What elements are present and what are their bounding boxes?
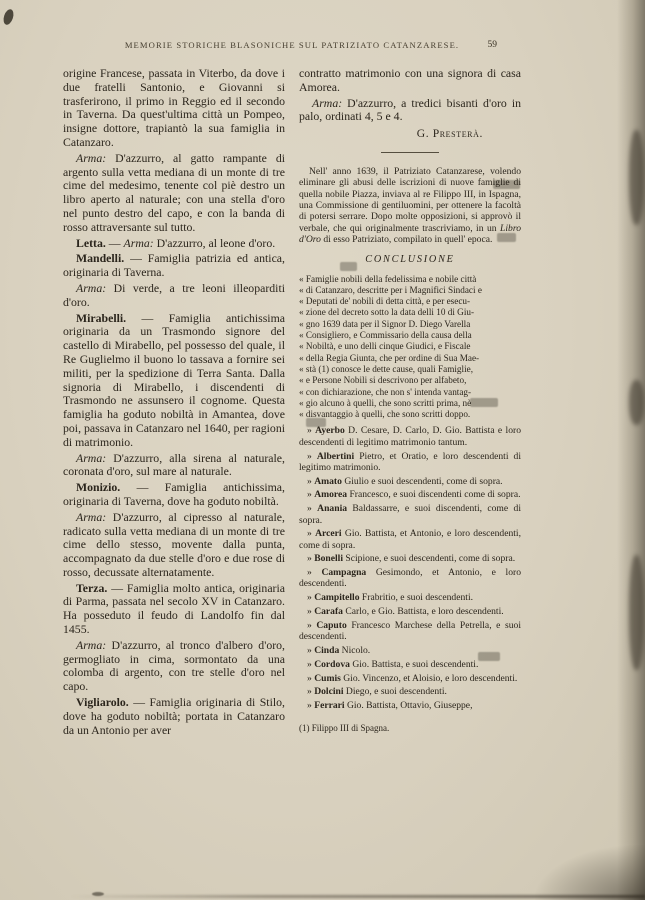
register-entry: [299, 620, 521, 643]
entry-family-name: Cinda: [314, 644, 340, 656]
arma-paragraph: [63, 639, 285, 694]
family-paragraph: [63, 312, 285, 450]
quoted-decree: [299, 274, 521, 421]
entry-family-name: Cumis: [314, 672, 341, 684]
entry-family-name: Bonelli: [314, 553, 343, 565]
page-content: [63, 40, 521, 739]
entry-family-name: Amorea: [314, 489, 348, 501]
guillemet: »: [307, 644, 315, 656]
entry-text: Gesimondo, et Antonio, e loro descendenti.: [299, 567, 521, 590]
register-entry: [299, 425, 521, 448]
entry-family-name: Ferrari: [314, 700, 345, 712]
dash: —: [105, 235, 124, 250]
section-heading: CONCLUSIONE: [365, 254, 455, 266]
guillemet: »: [307, 686, 315, 698]
page-edge-stain: [629, 555, 644, 670]
ink-blot: [92, 892, 104, 896]
guillemet: »: [307, 567, 322, 579]
family-paragraph: [63, 237, 285, 251]
left-column: [63, 67, 285, 739]
entry-text: Carlo, e Gio. Battista, e loro descendenti.: [342, 606, 504, 618]
family-name: Mandelli.: [76, 251, 125, 266]
paragraph-text: D'azzurro, al cipresso al naturale, radicato sulla vetta mediana di un monte di tre cime dello stesso, movente dalla punta, accompagnato da due stelle d'oro e due rose di rosso, decussate alternatamente.: [63, 509, 285, 579]
entry-text: Gio. Battista, et Antonio, e loro descendenti, come di sopra.: [299, 528, 521, 551]
arma-paragraph: [63, 511, 285, 580]
guillemet: »: [307, 528, 316, 540]
family-paragraph: [63, 696, 285, 737]
register-entry: [299, 553, 521, 564]
arma-label: Arma:: [76, 450, 107, 465]
entry-text: Francesco Marchese della Petrella, e suoi descendenti.: [299, 619, 521, 643]
quote-line: « di Catanzaro, descritte per i Magnifici Sindaci e: [299, 284, 482, 295]
entry-text: Gio. Battista, Ottavio, Giuseppe,: [344, 700, 473, 712]
entry-family-name: Amato: [314, 475, 342, 487]
guillemet: »: [307, 606, 315, 618]
quote-line: « Consigliero, e Commissario della causa della: [299, 330, 472, 341]
guillemet: »: [307, 619, 317, 631]
guillemet: »: [307, 425, 316, 437]
small-print-section: [299, 166, 521, 735]
arma-paragraph: [63, 282, 285, 310]
entry-family-name: Anania: [317, 503, 348, 515]
family-name: Monizio.: [76, 480, 121, 495]
guillemet: »: [307, 592, 315, 604]
register-entry: [299, 645, 521, 656]
quote-line: « zione del decreto sotto la data delli 10 di Giu-: [299, 307, 475, 318]
corner-shadow: [535, 845, 645, 900]
paragraph-text: D'azzurro, al gatto rampante di argento sulla vetta mediana di un monte di tre cime del medesimo, tenente col piè destro un libro aperto al naturale; con una stella d'oro nel punto destro del capo, e con la banda di rosso attraversante sul tutto.: [63, 150, 285, 234]
page-edge-stain: [629, 130, 644, 225]
entry-family-name: Arceri: [315, 528, 342, 540]
register-entry: [299, 528, 521, 551]
quote-line: « Nobiltà, e uno delli cinque Giudici, e Fiscale: [299, 341, 471, 352]
paragraph-text: Di verde, a tre leoni illeoparditi d'oro.: [63, 280, 285, 309]
guillemet: »: [307, 553, 315, 565]
paragraph-text: — Famiglia antichissima, originaria di Taverna, dove ha goduto nobiltà.: [63, 480, 285, 508]
family-paragraph: [63, 481, 285, 509]
register-entry: [299, 606, 521, 617]
entry-family-name: Ayerbo: [315, 425, 345, 437]
paragraph-text: contratto matrimonio con una signora di casa Amorea.: [299, 66, 521, 94]
paragraph-text: — Famiglia molto antica, originaria di Parma, passata nel secolo XV in Catanzaro. Ha posseduto il feudo di Landolfo fin dal 1455.: [63, 580, 285, 637]
author-signature: G. Presterà.: [416, 127, 483, 141]
quote-line: « disvantaggio à quelli, che sono scritti doppo.: [299, 409, 471, 420]
entry-text: Baldassarre, e suoi discendenti, come di sopra.: [299, 503, 521, 526]
entry-family-name: Caputo: [316, 619, 347, 631]
page-edge-stain: [629, 380, 644, 425]
family-paragraph: [63, 252, 285, 280]
paragraph-text: D'azzurro, a tredici bisanti d'oro in palo, ordinati 4, 5 e 4.: [299, 95, 521, 124]
entry-text: D. Cesare, D. Carlo, D. Gio. Battista e loro descendenti di legitimo matrimonio tantum.: [299, 425, 521, 448]
entry-family-name: Cordova: [314, 658, 350, 670]
entry-family-name: Campagna: [321, 567, 367, 579]
register-entry: [299, 673, 521, 684]
quote-line: « gio alcuno à quelli, che sono scritti prima, nè: [299, 397, 472, 408]
arma-label: Arma:: [76, 637, 107, 652]
paragraph-continuation: [63, 67, 285, 150]
entry-text: Francesco, e suoi discendenti come di sopra.: [347, 489, 521, 501]
guillemet: »: [307, 658, 315, 670]
paragraph-text: — Famiglia originaria di Stilo, dove ha goduto nobiltà; portata in Catanzaro da un Antonio per aver: [63, 695, 285, 737]
paragraph-text: D'azzurro, al tronco d'albero d'oro, germogliato in cima, sormontato da una colomba di argento, con tre stelle d'oro nel capo.: [63, 637, 285, 694]
register-entry: [299, 503, 521, 526]
page-edge-shadow: [617, 0, 645, 900]
arma-paragraph: [63, 152, 285, 235]
intro-paragraph: [299, 166, 521, 245]
page-number: 59: [487, 40, 497, 50]
entry-text: Giulio e suoi descendenti, come di sopra.: [341, 475, 503, 487]
entry-text: Frabritio, e suoi descendenti.: [359, 592, 474, 604]
page-header: [63, 40, 521, 56]
paragraph-text: di esso Patriziato, compilato in quell' epoca.: [320, 233, 493, 245]
guillemet: »: [307, 700, 315, 712]
family-register-list: [299, 425, 521, 711]
family-name: Letta.: [76, 235, 106, 250]
register-entry: [299, 476, 521, 487]
arma-paragraph: [63, 452, 285, 480]
ink-blot: [2, 8, 16, 26]
family-name: Mirabelli.: [76, 310, 127, 325]
entry-family-name: Dolcini: [314, 686, 344, 698]
paragraph-text: Nell' anno 1639, il Patriziato Catanzarese, volendo eliminare gli abusi delle iscrizioni di nuove famiglie di quella nobile Piazza, inviava al re Filippo III, in Ispagna, una Commissione di gentiluomini, per ottenere la facoltà di potersi serrare. Dopo molte opposizioni, si approvò il verbale, che qui originalmente trascriviamo, in un: [299, 166, 521, 234]
register-entry: [299, 686, 521, 697]
guillemet: »: [307, 475, 315, 487]
register-entry: [299, 659, 521, 670]
quote-line: « della Regia Giunta, che per ordine di Sua Mae-: [299, 352, 480, 363]
right-column: [299, 67, 521, 735]
entry-family-name: Carafa: [314, 606, 343, 618]
family-paragraph: [63, 582, 285, 637]
arma-label: Arma:: [76, 150, 107, 165]
register-entry: [299, 567, 521, 590]
register-entry: [299, 592, 521, 603]
entry-text: Pietro, et Oratio, e loro descendenti di legitimo matrimonio.: [299, 450, 521, 473]
paragraph-text: — Famiglia patrizia ed antica, originaria di Taverna.: [63, 251, 285, 280]
arma-label: Arma:: [312, 95, 343, 110]
paragraph-text: D'azzurro, al leone d'oro.: [153, 235, 276, 250]
paragraph-text: D'azzurro, alla sirena al naturale, coronata d'oro, sul mare al naturale.: [63, 450, 285, 479]
guillemet: »: [307, 503, 318, 515]
quote-line: « stà (1) conosce le dette cause, quali Famiglie,: [299, 363, 473, 374]
entry-family-name: Campitello: [314, 592, 360, 604]
register-entry: [299, 700, 521, 711]
quote-line: « gno 1639 data per il Signor D. Diego Varella: [299, 318, 471, 329]
quote-line: « e Persone Nobili si descrivono per alfabeto,: [299, 375, 467, 386]
footnote: (1) Filippo III di Spagna.: [299, 723, 390, 734]
running-title: MEMORIE STORICHE BLASONICHE SUL PATRIZIATO CATANZARESE.: [124, 40, 460, 50]
quote-line: « Deputati de' nobili di detta città, e per esecu-: [299, 296, 471, 307]
arma-label: Arma:: [123, 235, 154, 250]
register-entry: [299, 489, 521, 500]
paragraph-text: — Famiglia antichissima originaria da un Trasmondo signore del castello di Mirabello, pel possesso del quale, il Re Guglielmo il buono lo tassava a fornire sei militi, per la spedizione di Terra Santa. Dalla signoria di Mirabello, i discendenti di Trasmondo ne assunsero il cognome. Questa famiglia ha goduto nobiltà in Amantea, dove poi, passava in Catanzaro nel 1640, per ragioni di matrimonio.: [63, 310, 285, 449]
entry-text: Diego, e suoi descendenti.: [343, 686, 447, 698]
quote-line: « con dichiarazione, che non s' intenda vantag-: [299, 386, 472, 397]
entry-text: Scipione, e suoi descendenti, come di sopra.: [343, 553, 516, 565]
family-name: Vigliarolo.: [76, 695, 129, 710]
entry-text: Nicolo.: [339, 644, 371, 656]
guillemet: »: [307, 489, 315, 501]
entry-text: Gio. Battista, e suoi descendenti.: [349, 658, 479, 670]
book-title-italic: Libro d'Oro: [299, 222, 521, 245]
arma-label: Arma:: [76, 509, 107, 524]
family-name: Terza.: [76, 580, 108, 595]
entry-text: Gio. Vincenzo, et Aloisio, e loro descendenti.: [340, 672, 518, 684]
register-entry: [299, 451, 521, 474]
arma-paragraph: [299, 97, 521, 125]
paragraph-continuation: [299, 67, 521, 95]
page-bottom-shadow: [70, 895, 645, 898]
guillemet: »: [307, 672, 315, 684]
section-divider: [381, 152, 439, 153]
paragraph-text: origine Francese, passata in Viterbo, da dove i due fratelli Santonio, e Giovanni si trasferirono, il primo in Reggio ed il secondo in Taverna. Da quest'ultima città un Pompeo, insigne dottore, trapiantò la sua famiglia in Catanzaro.: [63, 66, 285, 149]
guillemet: »: [307, 450, 317, 462]
quote-line: « Famiglie nobili della fedelissima e nobile città: [299, 273, 477, 284]
two-column-layout: [63, 67, 521, 739]
arma-label: Arma:: [76, 280, 107, 295]
entry-family-name: Albertini: [316, 450, 355, 462]
